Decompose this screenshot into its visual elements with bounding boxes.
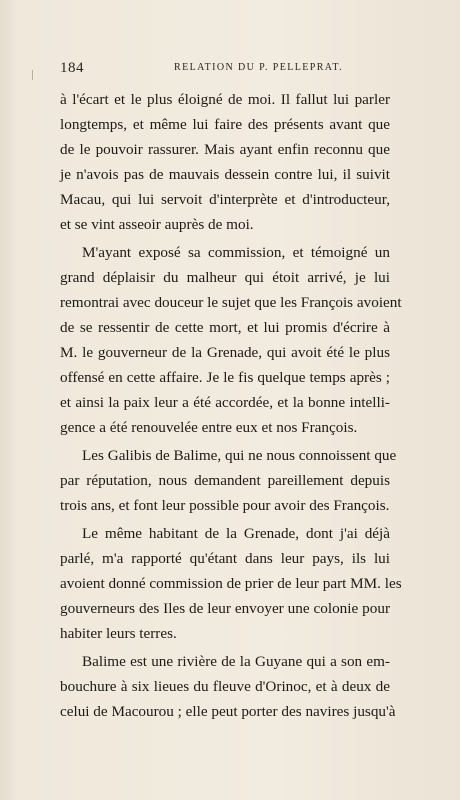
paragraph [60, 521, 402, 646]
page-header [48, 60, 412, 80]
text-line: remontrai avec douceur le sujet que les François avoient [60, 294, 402, 311]
text-line: et se vint asseoir auprès de moi. [60, 216, 254, 233]
text-line: Balime est une rivière de la Guyane qui a son em- [82, 653, 390, 670]
text-line: gence a été renouvelée entre eux et nos François. [60, 419, 358, 436]
text-line: habiter leurs terres. [60, 625, 177, 642]
paragraph [60, 240, 402, 440]
text-line: grand déplaisir du malheur qui étoit arrivé, je lui [60, 269, 390, 286]
page-body-text [60, 87, 402, 727]
text-line: Macau, qui lui servoit d'interprète et d'introducteur, [60, 191, 390, 208]
paragraph [60, 87, 390, 237]
text-line: par réputation, nous demandent pareillement depuis [60, 472, 390, 489]
text-line: avoient donné commission de prier de leur part MM. les [60, 575, 402, 592]
text-line: celui de Macourou ; elle peut porter des navires jusqu'à [60, 703, 396, 720]
text-line: M. le gouverneur de la Grenade, qui avoit été le plus [60, 344, 390, 361]
text-line: Le même habitant de la Grenade, dont j'ai déjà [82, 525, 390, 542]
text-line: gouverneurs des Iles de leur envoyer une colonie pour [60, 600, 390, 617]
text-line: à l'écart et le plus éloigné de moi. Il fallut lui parler [60, 91, 390, 108]
text-line: je n'avois pas de mauvais dessein contre lui, il suivit [60, 166, 390, 183]
text-line: Les Galibis de Balime, qui ne nous connoissent que [82, 447, 397, 464]
text-line: M'ayant exposé sa commission, et témoigné un [82, 244, 390, 261]
text-line: et ainsi la paix leur a été accordée, et la bonne intelli- [60, 394, 390, 411]
paragraph [60, 649, 396, 724]
text-line: de se ressentir de cette mort, et lui promis d'écrire à [60, 319, 390, 336]
text-line: offensé en cette affaire. Je le fis quelque temps après ; [60, 369, 390, 386]
text-line: trois ans, et font leur possible pour avoir des François. [60, 497, 390, 514]
text-line: bouchure à six lieues du fleuve d'Orinoc, et à deux de [60, 678, 390, 695]
paragraph [60, 443, 397, 518]
text-line: parlé, m'a rapporté qu'étant dans leur pays, ils lui [60, 550, 390, 567]
margin-mark [32, 70, 33, 80]
text-line: de le pouvoir rassurer. Mais ayant enfin reconnu que [60, 141, 390, 158]
text-line: longtemps, et même lui faire des présents avant que [60, 116, 390, 133]
page-number: 184 [60, 60, 84, 76]
running-head: RELATION DU P. PELLEPRAT. [174, 62, 343, 73]
